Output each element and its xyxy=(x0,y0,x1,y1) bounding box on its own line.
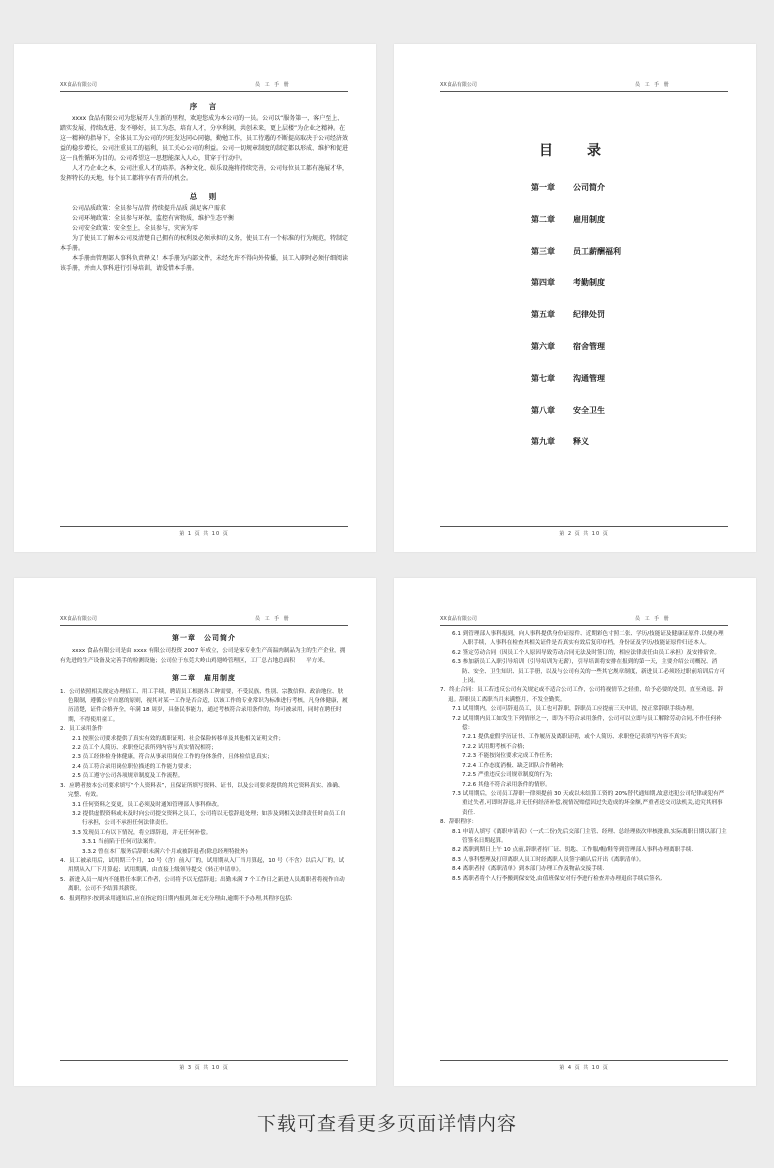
toc-item[interactable] xyxy=(531,436,621,468)
chapter-body xyxy=(60,630,348,904)
clause-line: 3.3 发现员工有以下情况，将立即辞退，并无任何补偿。 xyxy=(72,829,212,836)
policy-line: 公司安全政策：安全至上，全员参与，灾害为零 xyxy=(72,225,199,232)
clause-line: 8.2 离职到期日上午 10 点前,辞职者持厂证、钥匙、工作服/帽/鞋等到管理部人事科办理离职手续. xyxy=(452,847,694,854)
toc-item[interactable] xyxy=(531,277,621,309)
page-chapter-1-2 xyxy=(14,578,376,1086)
clause-line: 2.5 员工遵守公司各项规章制度及工作流程。 xyxy=(72,773,184,780)
preface-paragraph: 人才乃企业之本，公司注重人才的培养。各种文化、娱乐设施将持续完善，公司每位员工都有施展才华，发挥特长的天地，每个员工都将享有晋升的机会。 xyxy=(60,165,349,182)
toc-chapter: 第八章 xyxy=(531,405,555,415)
toc-chapter: 第六章 xyxy=(531,341,555,351)
clause-line: 2.3 员工经体检身体健康，符合从事录用岗位工作的身体条件，且体检信息真实； xyxy=(72,754,273,761)
preface-paragraph: xxxx 食品有限公司为您展开人生新的里程，欢迎您成为本公司的一员。公司以“服务第一，客户至上、踏实发展、持续改进、发不够好，员工为态，培育人才，分享利润，共创未来，更上层楼”为企业之精神。在这一精神的指导下，全体员工为公司的兴旺发达同心同德，勤勉工作，员工待遇的不断提高取决于公司经济效益的稳步增长，公司注重员工的福利，员工关心公司的利益。公司一切规章制度的制定都以形成、维护和促进这一良性循环为目的。公司希望这一思想能深入人心，贯穿于行动中。 xyxy=(60,115,349,162)
page-preface xyxy=(14,44,376,552)
clause-line: 8.5 离职者将个人行李搬到保安处,由值班保安对行李进行检查并办理退宿手续后签名, xyxy=(452,875,663,882)
clause-line: 2.4 员工符合录用岗位职位描述的工作能力要求； xyxy=(72,763,195,770)
clause-line: 3.2 提供虚假资料或未及时向公司提交资料之员工，公司将以无偿辞退处理；如涉及到相关法律责任时由员工自行承担，公司不承担任何法律责任。 xyxy=(72,810,346,827)
clause-line: 7.2.4 工作态度消极、缺乏团队合作精神; xyxy=(462,762,564,769)
clause-line: 8.3 人事科整理及打印离职人员工时经离职人员签字确认后开出《离职清单》。 xyxy=(452,856,645,863)
page-header xyxy=(60,615,348,626)
chapter-1-title: 第一章 公司简介 xyxy=(172,634,236,642)
toc-title: 目 录 xyxy=(539,143,611,159)
chapter-body xyxy=(440,630,728,884)
download-caption[interactable]: 下载可查看更多页面详情内容 xyxy=(256,1113,517,1135)
page-footer: 第 4 页 共 10 页 xyxy=(440,1060,728,1071)
clause-line: 4．员工被录用后，试用期三个月，10 号（含）前入厂的，试用期从入厂当月算起，10 号（不含）以后入厂的，试用期从入厂下月算起；试用期满，由直接上级领导提交《转正申请单》。 xyxy=(60,857,345,874)
clause-line: 7.2.6 其他不符合录用条件的情形。 xyxy=(462,781,551,788)
toc-chapter: 第四章 xyxy=(531,278,555,288)
clause-line: 7．终止合同：员工若违反公司有关规定或不适合公司工作，公司将视情节之轻重，给予必要的处罚，直至劝退、辞退。辞职员工离职当月未满整月，不发全勤奖。 xyxy=(440,687,724,703)
policy-line: 公司品质政策：全员参与品管 持续提升品质 满足客户需求 xyxy=(72,205,226,212)
header-manual: 员 工 手 册 xyxy=(635,82,671,88)
header-manual: 员 工 手 册 xyxy=(255,616,291,622)
clause-line: 7.2.1 提供虚假学历证书、工作履历及离职证明，或个人简历、求职登记表填写内容不真实; xyxy=(462,734,687,741)
page-header xyxy=(60,81,348,92)
toc-chapter-title: 雇用制度 xyxy=(573,214,605,224)
clause-list xyxy=(440,630,728,884)
header-manual: 员 工 手 册 xyxy=(255,82,291,88)
clause-line: 6．报到程序:按到录用通知后,应在指定的日期内报到,如无充分理由,逾期不予办理,其程序包括: xyxy=(60,895,293,902)
chapter-2-title: 第二章 雇用制度 xyxy=(172,674,236,683)
general-title: 总 则 xyxy=(189,192,219,201)
preface-title: 序 言 xyxy=(189,102,219,111)
clause-line: 3.1 任何资料之变更，员工必须及时通知管理部人事科修改。 xyxy=(72,801,223,808)
general-paragraph: 本手册由管理部人事科负责释义！本手册为内部文件，未经允许不得向外传播，员工入职时必须仔细阅读该手册，并由人事科进行引导培训，请爱惜本手册。 xyxy=(60,255,349,272)
clause-line: 7.2 试用期内员工如发生下列情形之一，即为不符合录用条件，公司可以立即与员工解除劳动合同,不作任何补偿： xyxy=(452,715,722,732)
toc-chapter-title: 考勤制度 xyxy=(573,278,605,288)
page-footer: 第 2 页 共 10 页 xyxy=(440,526,728,537)
toc-chapter-title: 公司简介 xyxy=(573,183,605,192)
toc-item[interactable] xyxy=(531,373,621,405)
header-company: XX食品有限公司 xyxy=(440,616,477,622)
toc-chapter-title: 释义 xyxy=(573,437,589,447)
clause-line: 8.4 离职者持《离职清单》到本部门办理工作及物品交接手续. xyxy=(452,866,605,873)
clause-line: 6.2 签定劳动合同（因员工个人原因导致劳动合同无法及时签订的，相应法律责任由员工承担）及安排宿舍。 xyxy=(452,649,720,656)
toc-chapter: 第七章 xyxy=(531,373,555,383)
clause-line: 7.3 试用期后，公司员工辞职一律须提前 30 天或以未结算工资的 20%替代通知期,故意违犯公司纪律或犯有严重过失者,可即时辞退,并无任何经济补偿,视情况赔偿因过失造成的坏金额,严重者送交司法机关,追究其刑事责任. xyxy=(452,790,725,816)
toc-chapter-title: 宿舍管理 xyxy=(573,341,605,351)
toc-chapter-title: 员工薪酬福利 xyxy=(573,246,621,256)
chapter-1-paragraph: xxxx 食品有限公司是由 xxxx 有限公司投资 2007 年成立，公司是家专业生产高温肉制品为主的生产企业，拥有先进的生产设备及完善手的检测设施；公司位于东莞大岭山鸡翅岭管理区，工厂总占地总面积 平方米。 xyxy=(60,648,346,664)
toc-item[interactable] xyxy=(531,182,621,214)
toc-chapter: 第一章 xyxy=(531,183,555,192)
clause-line: 2.2 员工个人简历、求职登记表所列内容与真实情况相符； xyxy=(72,745,217,752)
clause-line: 2.1 按照公司要求提供了真实有效的离职证明、社会保险转移单及其他相关证明文件； xyxy=(72,735,285,742)
toc-list xyxy=(531,182,621,468)
page-chapter-2-cont xyxy=(394,578,756,1086)
page-footer: 第 3 页 共 10 页 xyxy=(60,1060,348,1071)
toc-item[interactable] xyxy=(531,341,621,373)
toc-item[interactable] xyxy=(531,214,621,246)
toc-chapter-title: 纪律处罚 xyxy=(573,310,605,320)
toc-chapter: 第三章 xyxy=(531,246,555,256)
clause-line: 7.2.3 不能按岗位要求完成工作任务; xyxy=(462,753,553,760)
header-company: XX食品有限公司 xyxy=(440,82,477,88)
clause-line: 7.1 试用期内，公司可辞退员工，员工也可辞职，辞职员工应提前三天申请，按正常辞职手续办理。 xyxy=(452,706,698,713)
header-company: XX食品有限公司 xyxy=(60,616,97,622)
toc-chapter: 第五章 xyxy=(531,310,555,320)
toc-chapter-title: 安全卫生 xyxy=(573,405,605,415)
clause-line: 8．辞职程序： xyxy=(440,819,478,826)
clause-line: 5．新进入员一周内不能胜任本职工作者，公司将予以无偿辞退；出勤未满 7 个工作日之新进人员离职者将视作自动离职，公司不予结算其薪资。 xyxy=(60,876,345,893)
toc-chapter-title: 沟通管理 xyxy=(573,373,605,383)
toc-item[interactable] xyxy=(531,246,621,278)
clause-line: 2．员工录用条件 xyxy=(60,726,103,733)
clause-line: 3.3.1 当前陷于任何司法案件。 xyxy=(82,839,160,846)
toc-item[interactable] xyxy=(531,309,621,341)
general-paragraph: 为了使员工了解本公司及清楚自己拥有的权利及必须承担的义务，使员工有一个标准的行为规范，特制定本手册。 xyxy=(60,235,349,252)
preface-body xyxy=(60,102,348,274)
clause-line: 3.3.2 曾在本厂服务后辞职未满六个月或被辞退者(除总经理特批外) xyxy=(82,848,248,855)
policy-line: 公司环境政策：全员参与环保，监控有害物质，维护生态平衡 xyxy=(72,215,235,222)
clause-line: 6.1 到管理部人事科报到，向人事科提供身份证原件、近期彩色寸照二张、学历/技能证及健康证原件.以便办理入职手续，人事科在检查其相关证件是否真实有效后复印存档，身份证及学历/技能证原件归还本人。 xyxy=(452,631,724,647)
clause-list xyxy=(60,688,348,904)
clause-line: 6.3 参加新员工入职引导培训（引导培训为无薪），引导培训将安排在报到的第一天，主要介绍公司概况、消防、安全、卫生知识、员工手册，以及与公司有关的一些其它规章制度，新进员工必须经过职前培训后方可上岗。 xyxy=(452,659,725,685)
clause-line: 1．公司依照相关规定办理招工、用工手续，聘请员工根据各工种需要，不受民族、性别、宗教信仰、政治地位、肤色限制，遵循公平自愿的原则，视其对某一工作是否合适，以该工作的专业常识为标准进行考核，凡身体健康，履历清楚，证件合格齐全，年满 18 周岁，具备民事能力，通过考核符合录用条件的，均可被录用，同时在聘任时期，不得使用童工。 xyxy=(60,688,348,723)
header-manual: 员 工 手 册 xyxy=(635,616,671,622)
page-header xyxy=(440,81,728,92)
toc-chapter: 第二章 xyxy=(531,214,555,224)
header-company: XX食品有限公司 xyxy=(60,82,97,88)
page-footer: 第 1 页 共 10 页 xyxy=(60,526,348,537)
toc-item[interactable] xyxy=(531,405,621,437)
clause-line: 7.2.2 试用期考核不合格; xyxy=(462,743,525,750)
clause-line: 8.1 申请人填写《离职申请表》（一式二份)先后交部门主管、经理、总经理依次审核批准,实际离职日期以部门主管签名日期起算。 xyxy=(452,828,727,844)
clause-line: 7.2.5 严重违反公司规章制度的行为; xyxy=(462,772,553,779)
clause-line: 3．应聘者按本公司要求填写“个人资料表”，且保证所填写资料、证书，以及公司要求提供的其它资料真实、准确、完整、有效。 xyxy=(60,782,344,799)
page-header xyxy=(440,615,728,626)
toc-chapter: 第九章 xyxy=(531,437,555,447)
page-toc xyxy=(394,44,756,552)
